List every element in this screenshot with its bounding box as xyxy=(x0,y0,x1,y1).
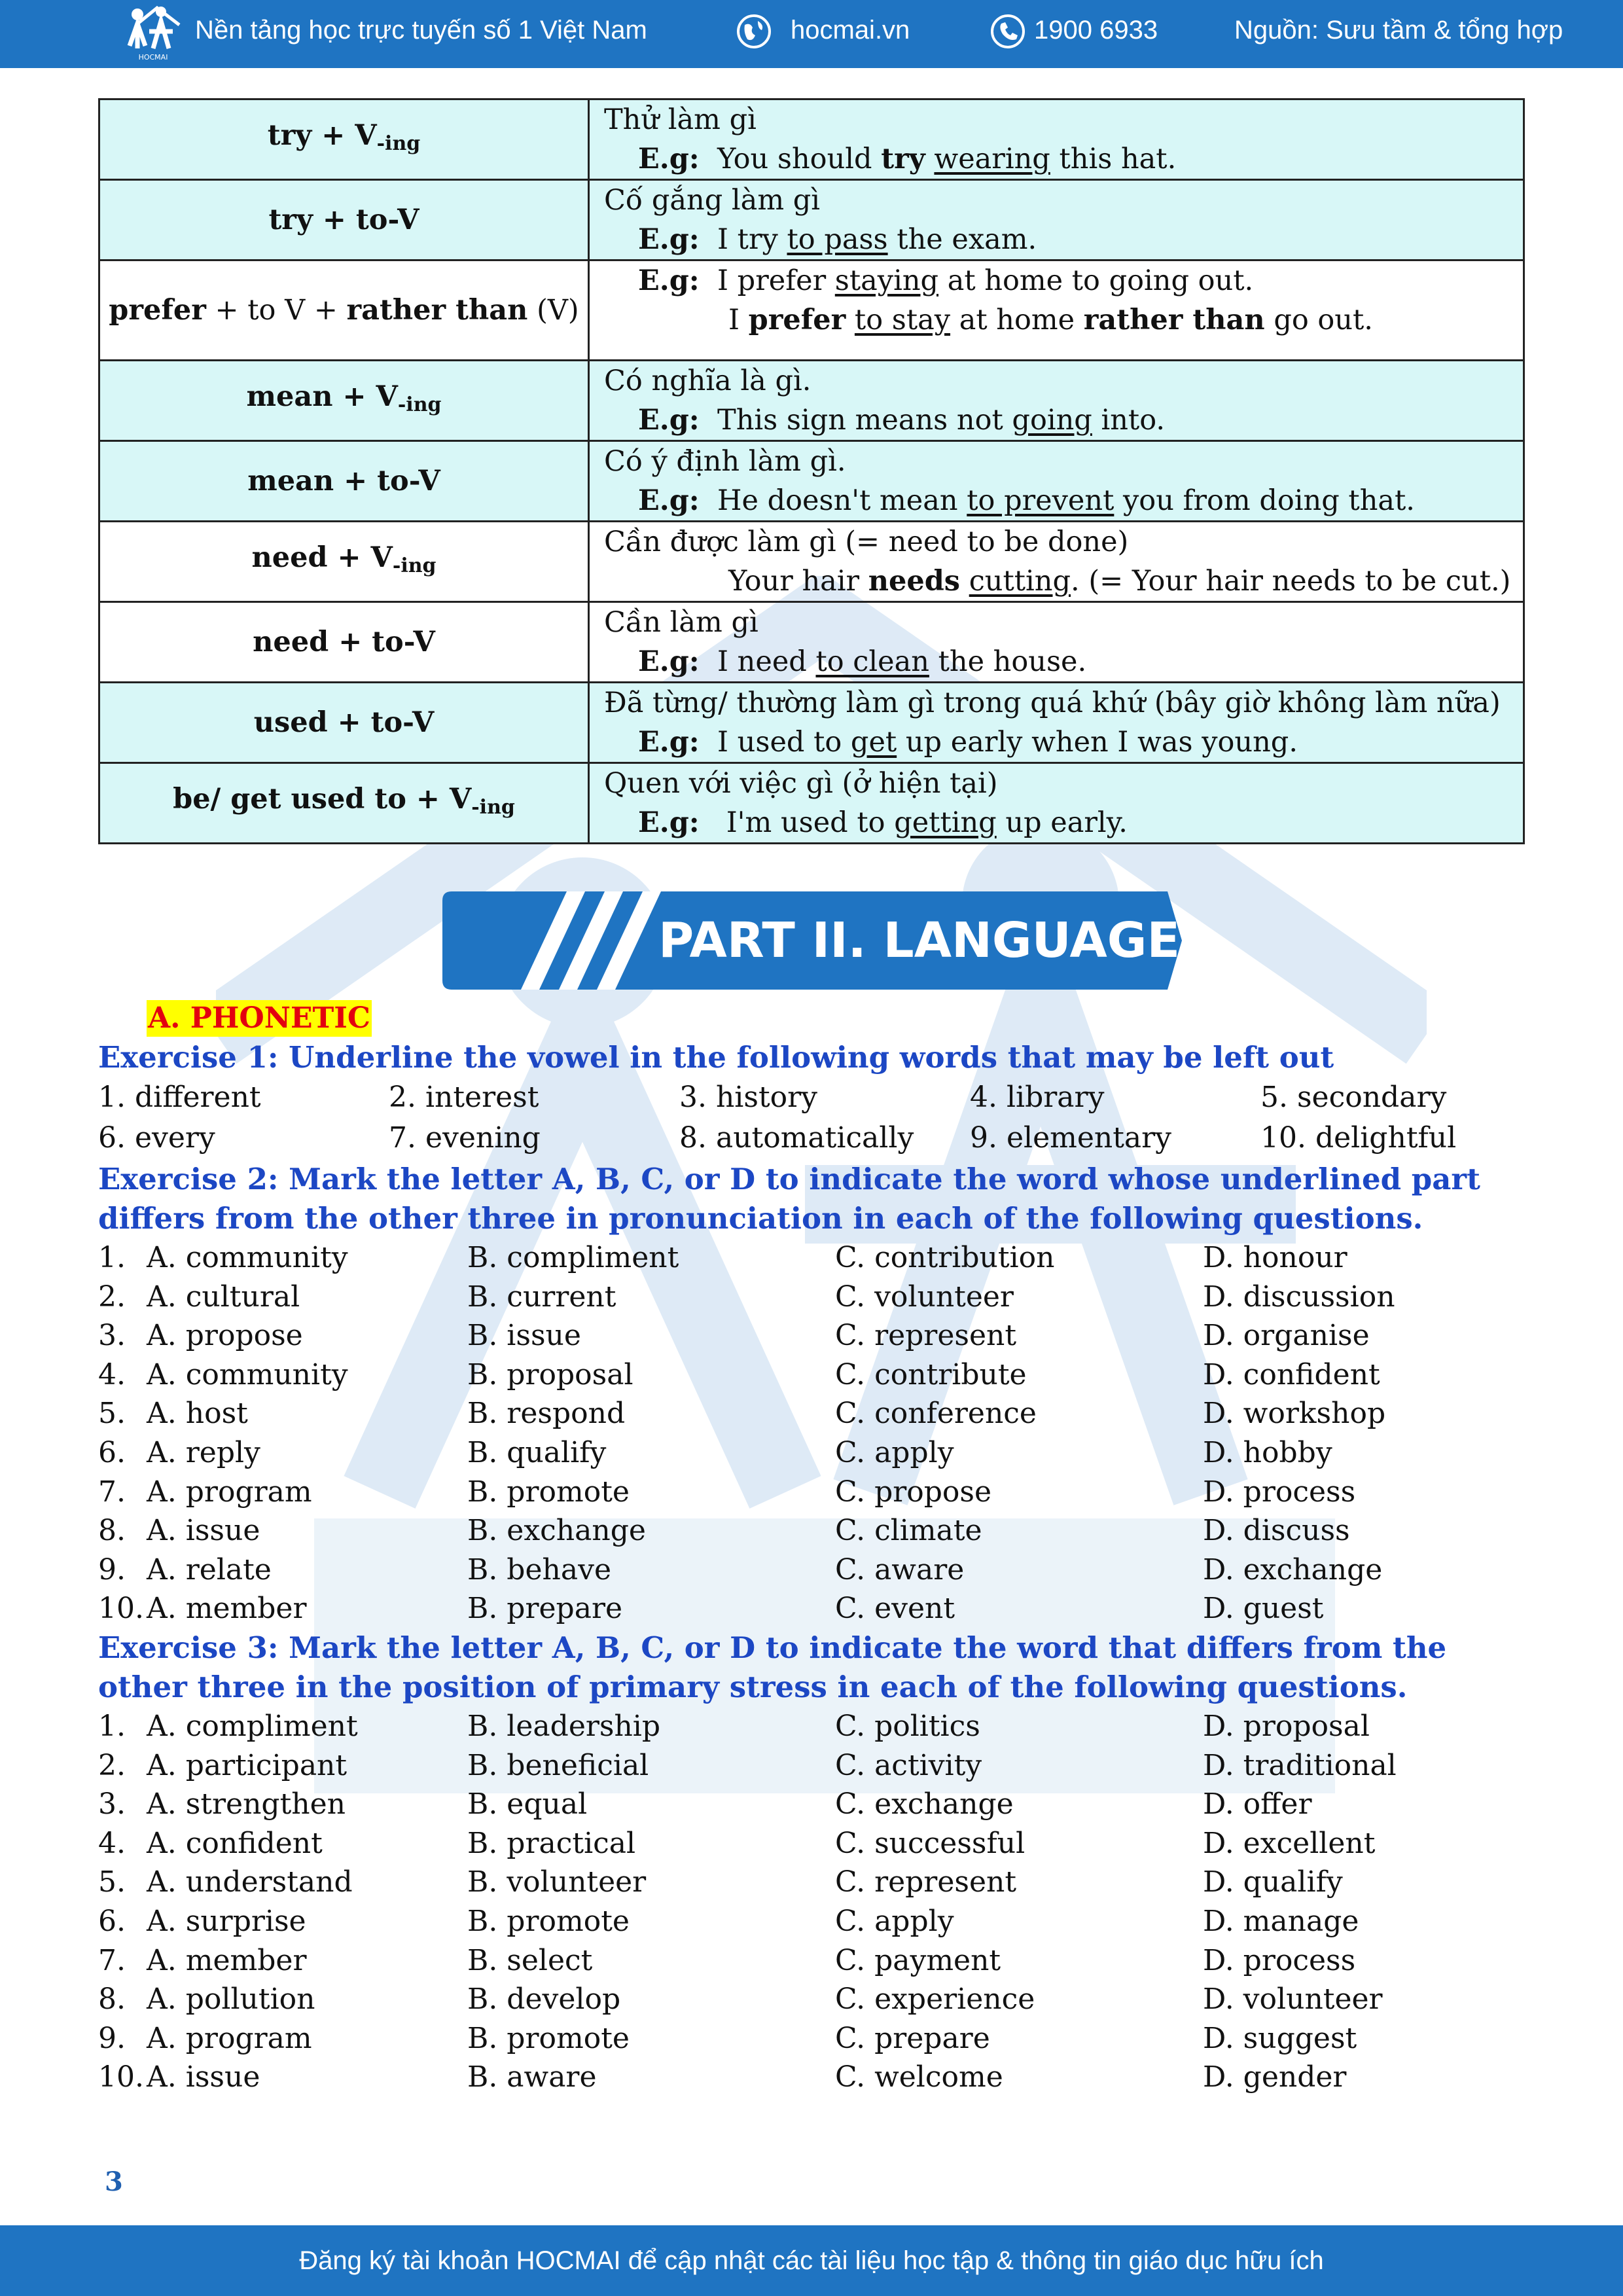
answer-option: B. promote xyxy=(467,1475,630,1509)
structure-cell: try + $V_{-ing}$ xyxy=(99,99,589,180)
question-number: 7. xyxy=(98,1475,126,1509)
answer-option: D. discussion xyxy=(1203,1280,1395,1314)
answer-option: D. excellent xyxy=(1203,1826,1376,1860)
meaning-cell: Cần làm gì E.g: I need to clean the house. xyxy=(589,602,1524,683)
meaning-cell: Cần được làm gì (= need to be done) Your hair needs cutting. (= Your hair needs to be cut.) xyxy=(589,522,1524,602)
list-item: 3. history xyxy=(679,1081,818,1114)
answer-option: B. proposal xyxy=(467,1357,633,1391)
answer-option: D. organise xyxy=(1203,1319,1370,1353)
list-item: 2. interest xyxy=(389,1081,539,1114)
answer-option: A. community xyxy=(147,1241,348,1274)
answer-option: B. equal xyxy=(467,1787,588,1821)
answer-option: C. apply xyxy=(835,1436,954,1469)
list-item: 5. secondary xyxy=(1260,1081,1447,1114)
answer-option: B. leadership xyxy=(467,1710,661,1743)
meaning-cell: Đã từng/ thường làm gì trong quá khứ (bây giờ không làm nữa) E.g: I used to get up early when I was young. xyxy=(589,683,1524,763)
structure-cell: be/ get used to + $V_{-ing}$ xyxy=(99,763,589,844)
answer-option: C. contribution xyxy=(835,1241,1055,1274)
meaning-cell: Có nghĩa là gì. E.g: This sign means not going into. xyxy=(589,361,1524,441)
meaning-cell: Cố gắng làm gì E.g: I try to pass the exam. xyxy=(589,180,1524,260)
table-row xyxy=(99,683,1524,763)
answer-option: A. participant xyxy=(147,1748,348,1782)
page-header xyxy=(0,0,1623,68)
header-website[interactable]: hocmai.vn xyxy=(791,16,910,45)
answer-option: D. proposal xyxy=(1203,1710,1370,1743)
answer-option: D. confident xyxy=(1203,1357,1380,1391)
structure-cell: try + to-V xyxy=(99,180,589,260)
structure-cell: used + to-V xyxy=(99,683,589,763)
list-item: 8. automatically xyxy=(679,1121,914,1155)
list-item: 9. elementary xyxy=(970,1121,1172,1155)
answer-option: B. behave xyxy=(467,1552,611,1587)
meaning-cell: Thử làm gì E.g: You should try wearing this hat. xyxy=(589,99,1524,180)
answer-option: B. respond xyxy=(467,1397,626,1431)
answer-option: C. activity xyxy=(835,1748,982,1782)
answer-option: B. current xyxy=(467,1280,616,1314)
structure-cell: prefer + to V + rather than (V) xyxy=(99,260,589,361)
answer-option: C. apply xyxy=(835,1905,954,1938)
answer-option: C. prepare xyxy=(835,2021,990,2055)
header-slogan: Nền tảng học trực tuyến số 1 Việt Nam xyxy=(195,16,647,45)
answer-option: C. experience xyxy=(835,1982,1035,2017)
svg-text:HOCMAI: HOCMAI xyxy=(138,53,168,62)
answer-option: A. issue xyxy=(147,2060,260,2094)
answer-option: C. event xyxy=(835,1592,955,1626)
answer-option: B. volunteer xyxy=(467,1865,647,1899)
list-item: 4. library xyxy=(970,1081,1105,1114)
answer-option: C. exchange xyxy=(835,1787,1014,1821)
question-number: 6. xyxy=(98,1436,126,1469)
meaning-cell: Quen với việc gì (ở hiện tại) E.g: I'm used to getting up early. xyxy=(589,763,1524,844)
question-number: 2. xyxy=(98,1748,126,1782)
question-number: 5. xyxy=(98,1865,126,1899)
exercise3-heading: Exercise 3: Mark the letter A, B, C, or D to indicate the word that differs from the other three in the position of primary stress in each of the following questions. xyxy=(98,1630,1447,1704)
part-banner xyxy=(442,891,1182,990)
structure-cell: mean + to-V xyxy=(99,441,589,522)
answer-option: A. understand xyxy=(147,1865,353,1899)
question-number: 6. xyxy=(98,1905,126,1938)
header-phone[interactable]: 1900 6933 xyxy=(1034,16,1158,45)
question-number: 10. xyxy=(98,1592,144,1626)
answer-option: D. discuss xyxy=(1203,1514,1350,1548)
answer-option: A. cultural xyxy=(147,1280,300,1314)
structure-cell: need + to-V xyxy=(99,602,589,683)
answer-option: B. promote xyxy=(467,1905,630,1938)
question-number: 8. xyxy=(98,1982,126,2017)
answer-option: C. volunteer xyxy=(835,1280,1014,1314)
answer-option: A. issue xyxy=(147,1514,260,1548)
table-row xyxy=(99,99,1524,180)
section-heading: A. PHONETIC xyxy=(147,1000,372,1037)
question-number: 2. xyxy=(98,1280,126,1314)
answer-option: C. politics xyxy=(835,1710,980,1743)
question-number: 1. xyxy=(98,1710,126,1743)
table-row xyxy=(99,763,1524,844)
answer-option: B. exchange xyxy=(467,1514,646,1548)
answer-option: A. strengthen xyxy=(147,1787,346,1821)
answer-option: C. conference xyxy=(835,1397,1037,1431)
question-number: 7. xyxy=(98,1943,126,1977)
question-number: 1. xyxy=(98,1241,126,1274)
answer-option: C. payment xyxy=(835,1943,1001,1977)
question-number: 10. xyxy=(98,2060,144,2094)
answer-option: D. offer xyxy=(1203,1787,1312,1821)
exercise1-heading: Exercise 1: Underline the vowel in the following words that may be left out xyxy=(98,1040,1334,1075)
answer-option: D. qualify xyxy=(1203,1865,1343,1899)
answer-option: D. process xyxy=(1203,1943,1356,1977)
answer-option: C. successful xyxy=(835,1826,1026,1860)
table-row xyxy=(99,361,1524,441)
answer-option: D. volunteer xyxy=(1203,1982,1383,2017)
answer-option: B. beneficial xyxy=(467,1748,649,1782)
banner-title: PART II. LANGUAGE xyxy=(658,912,1181,969)
answer-option: C. contribute xyxy=(835,1357,1027,1391)
page-number: 3 xyxy=(105,2166,123,2197)
header-source: Nguồn: Sưu tầm & tổng hợp xyxy=(1234,16,1563,45)
list-item: 7. evening xyxy=(389,1121,541,1155)
answer-option: A. member xyxy=(147,1592,307,1626)
question-number: 4. xyxy=(98,1357,126,1391)
structure-cell: mean + $V_{-ing}$ xyxy=(99,361,589,441)
question-number: 9. xyxy=(98,2021,126,2055)
answer-option: C. represent xyxy=(835,1865,1017,1899)
answer-option: A. confident xyxy=(147,1826,323,1860)
question-number: 9. xyxy=(98,1552,126,1587)
answer-option: D. guest xyxy=(1203,1592,1324,1626)
answer-option: C. aware xyxy=(835,1552,965,1587)
answer-option: D. suggest xyxy=(1203,2021,1357,2055)
answer-option: A. reply xyxy=(147,1436,260,1469)
list-item: 10. delightful xyxy=(1260,1121,1457,1155)
page-footer: Đăng ký tài khoản HOCMAI để cập nhật các tài liệu học tập & thông tin giáo dục hữu ích xyxy=(0,2225,1623,2296)
phone-icon xyxy=(990,13,1026,50)
question-number: 4. xyxy=(98,1826,126,1860)
answer-option: A. program xyxy=(147,1475,312,1509)
answer-option: B. compliment xyxy=(467,1241,679,1274)
meaning-cell: Có ý định làm gì. E.g: He doesn't mean to prevent you from doing that. xyxy=(589,441,1524,522)
answer-option: A. host xyxy=(147,1397,248,1431)
answer-option: C. propose xyxy=(835,1475,992,1509)
meaning-cell: E.g: I prefer staying at home to going out. I prefer to stay at home rather than go out. xyxy=(589,260,1524,361)
hocmai-logo xyxy=(123,5,183,62)
answer-option: B. issue xyxy=(467,1319,581,1353)
grammar-table xyxy=(98,98,1525,844)
answer-option: D. traditional xyxy=(1203,1748,1397,1782)
answer-option: A. compliment xyxy=(147,1710,358,1743)
answer-option: A. propose xyxy=(147,1319,303,1353)
table-row xyxy=(99,602,1524,683)
question-number: 8. xyxy=(98,1514,126,1548)
answer-option: D. process xyxy=(1203,1475,1356,1509)
globe-icon xyxy=(736,13,772,50)
answer-option: D. hobby xyxy=(1203,1436,1332,1469)
answer-option: B. promote xyxy=(467,2021,630,2055)
answer-option: A. program xyxy=(147,2021,312,2055)
exercise2-heading: Exercise 2: Mark the letter A, B, C, or D to indicate the word whose underlined part differs from the other three in pronunciation in each of the following questions. xyxy=(98,1162,1480,1236)
list-item: 1. different xyxy=(98,1081,261,1114)
question-number: 3. xyxy=(98,1319,126,1353)
answer-option: A. surprise xyxy=(147,1905,306,1938)
answer-option: B. select xyxy=(467,1943,593,1977)
answer-option: B. practical xyxy=(467,1826,636,1860)
table-row xyxy=(99,180,1524,260)
exercise1-words xyxy=(98,1077,1538,1162)
answer-option: C. represent xyxy=(835,1319,1017,1353)
answer-option: D. manage xyxy=(1203,1905,1359,1938)
answer-option: A. community xyxy=(147,1357,348,1391)
answer-option: C. climate xyxy=(835,1514,982,1548)
question-number: 5. xyxy=(98,1397,126,1431)
answer-option: D. workshop xyxy=(1203,1397,1386,1431)
answer-option: D. gender xyxy=(1203,2060,1347,2094)
answer-option: A. pollution xyxy=(147,1982,315,2017)
table-row xyxy=(99,441,1524,522)
answer-option: A. relate xyxy=(147,1552,272,1587)
answer-option: B. prepare xyxy=(467,1592,623,1626)
structure-cell: need + $V_{-ing}$ xyxy=(99,522,589,602)
answer-option: B. develop xyxy=(467,1982,621,2017)
question-number: 3. xyxy=(98,1787,126,1821)
table-row xyxy=(99,260,1524,361)
answer-option: A. member xyxy=(147,1943,307,1977)
answer-option: D. exchange xyxy=(1203,1552,1383,1587)
answer-option: B. aware xyxy=(467,2060,597,2094)
answer-option: D. honour xyxy=(1203,1241,1347,1274)
answer-option: C. welcome xyxy=(835,2060,1003,2094)
list-item: 6. every xyxy=(98,1121,215,1155)
answer-option: B. qualify xyxy=(467,1436,607,1469)
table-row xyxy=(99,522,1524,602)
